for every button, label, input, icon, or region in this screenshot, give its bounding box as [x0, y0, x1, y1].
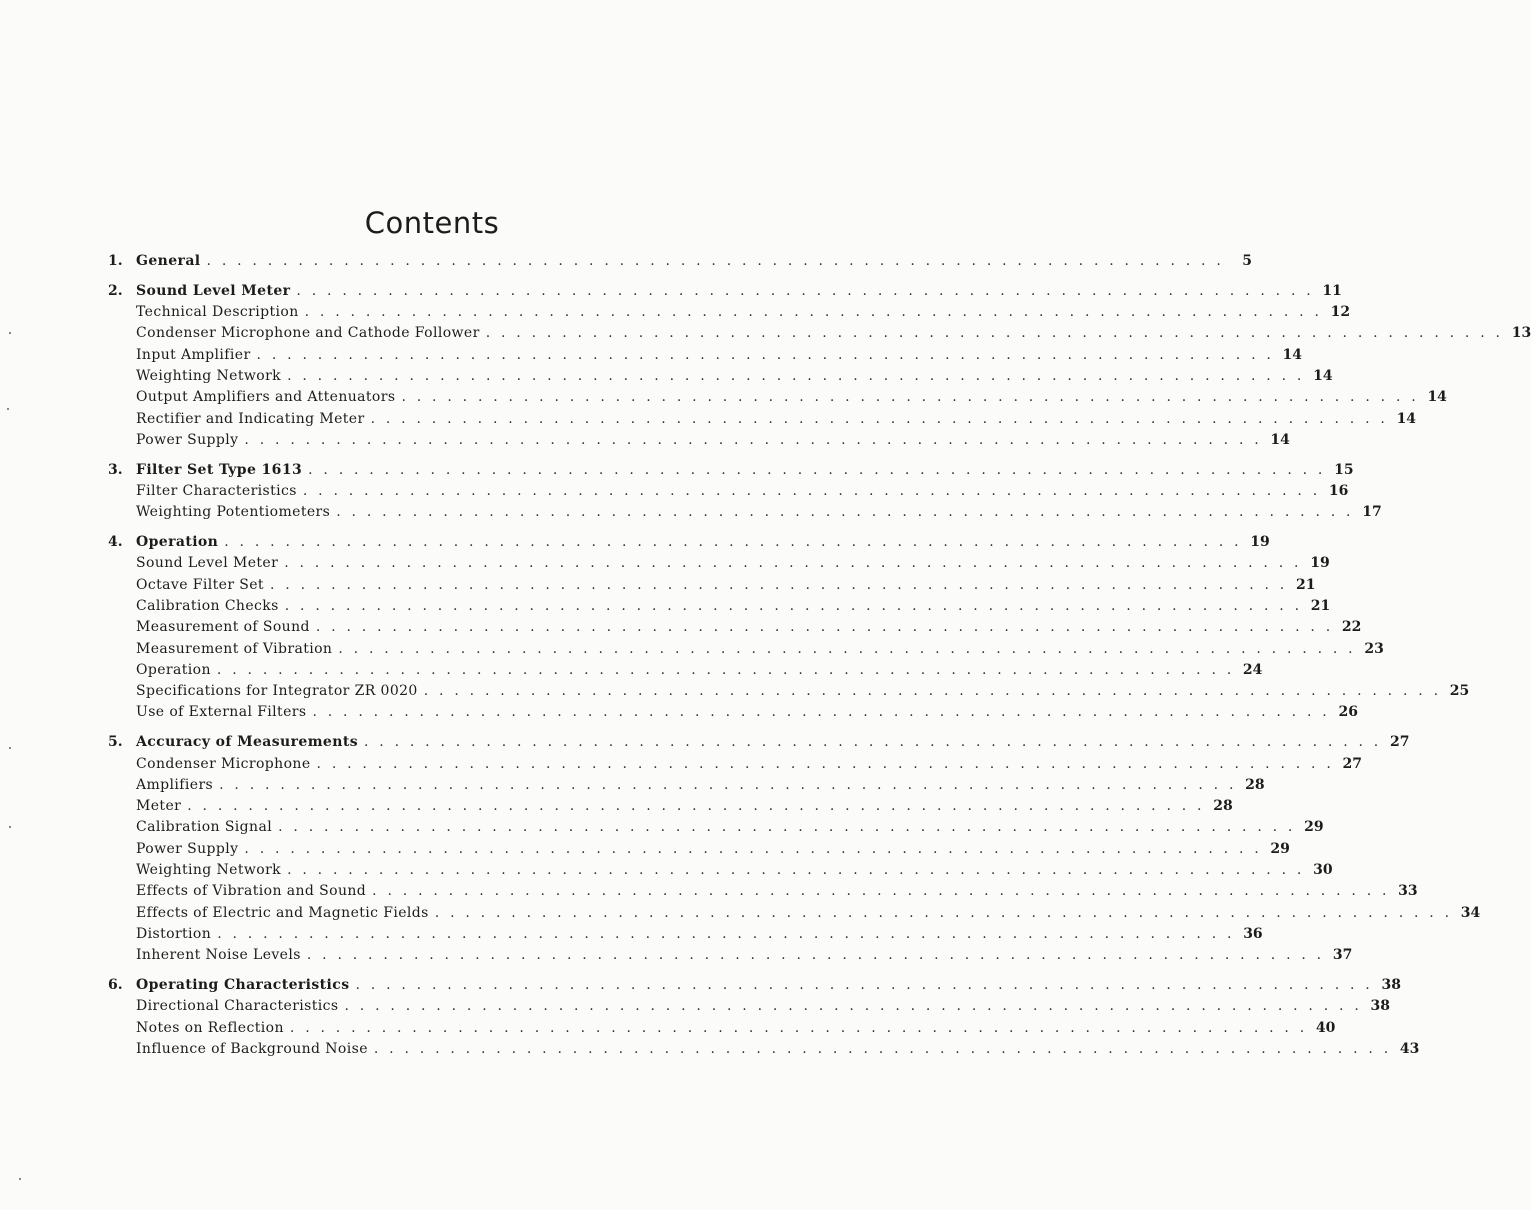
page-number: 14	[1313, 367, 1333, 384]
dot-leader: . . . . . . . . . . . . . . . . . . . . . . . . . . . . . . . . . . . . . . . . . . . . . . . . . . . . . . . . . . . . . . . . . . .	[284, 597, 1303, 614]
dot-leader: . . . . . . . . . . . . . . . . . . . . . . . . . . . . . . . . . . . . . . . . . . . . . . . . . . . . . . . . . . . . . . . . . . .	[355, 977, 1373, 993]
entry-label: Amplifiers	[136, 776, 214, 793]
toc-entry	[108, 839, 1290, 860]
entry-label: Rectifier and Indicating Meter	[136, 410, 365, 427]
entry-label: Technical Description	[136, 304, 299, 321]
table-of-contents	[108, 251, 1531, 1069]
toc-section	[108, 975, 1420, 1060]
entry-label: Measurement of Sound	[136, 619, 310, 636]
entry-label: Inherent Noise Levels	[136, 947, 301, 964]
dot-leader: . . . . . . . . . . . . . . . . . . . . . . . . . . . . . . . . . . . . . . . . . . . . . . . . . . . . . . . . . . . . . . . . . . .	[304, 304, 1323, 321]
page-number: 25	[1449, 683, 1470, 700]
entry-label: Specifications for Integrator ZR 0020	[136, 683, 418, 700]
entry-label: Operation	[136, 661, 211, 678]
toc-entry	[108, 502, 1382, 523]
section-number: 6.	[108, 977, 123, 993]
section-number: 5.	[108, 734, 123, 751]
entry-label: Power Supply	[136, 431, 239, 448]
toc-entry	[108, 409, 1417, 430]
page-number: 29	[1304, 819, 1324, 836]
scan-speck	[19, 1178, 21, 1180]
entry-label: Distortion	[136, 925, 212, 942]
toc-entry	[108, 881, 1418, 902]
dot-leader: . . . . . . . . . . . . . . . . . . . . . . . . . . . . . . . . . . . . . . . . . . . . . . . . . . . . . . . . . . . . . . . . . . .	[302, 482, 1321, 499]
entry-label: Octave Filter Set	[136, 576, 264, 593]
dot-leader: . . . . . . . . . . . . . . . . . . . . . . . . . . . . . . . . . . . . . . . . . . . . . . . . . . . . . . . . . . . . . . . . . . .	[423, 683, 1442, 700]
page-number: 23	[1364, 640, 1384, 657]
page-number: 37	[1332, 947, 1353, 964]
dot-leader: . . . . . . . . . . . . . . . . . . . . . . . . . . . . . . . . . . . . . . . . . . . . . . . . . . . . . . . . . . . . . . . . . . .	[256, 346, 1275, 363]
section-title: Operation	[136, 534, 219, 551]
toc-section-heading	[108, 460, 1354, 481]
page-number: 17	[1362, 504, 1382, 521]
dot-leader: . . . . . . . . . . . . . . . . . . . . . . . . . . . . . . . . . . . . . . . . . . . . . . . . . . . . . . . . . . . . . . . . . . .	[244, 431, 1262, 448]
toc-entry	[108, 1018, 1336, 1039]
toc-entry	[108, 996, 1390, 1017]
dot-leader: . . . . . . . . . . . . . . . . . . . . . . . . . . . . . . . . . . . . . . . . . . . . . . . . . . . . . . . . . . . . . . . . . . .	[224, 534, 1242, 551]
page-number: 15	[1334, 461, 1354, 478]
toc-section	[108, 251, 1252, 272]
dot-leader: . . . . . . . . . . . . . . . . . . . . . . . . . . . . . . . . . . . . . . . . . . . . . . . . . . . . . . . . . . . . . . . . . . .	[312, 704, 1330, 721]
page-number: 21	[1310, 597, 1331, 614]
page-number: 29	[1270, 840, 1290, 857]
toc-entry	[108, 1039, 1420, 1060]
page-number: 5	[1242, 253, 1252, 269]
toc-entry	[108, 903, 1481, 924]
toc-entry	[108, 617, 1362, 638]
page-number: 30	[1313, 862, 1333, 879]
page-number: 16	[1328, 482, 1349, 499]
dot-leader: . . . . . . . . . . . . . . . . . . . . . . . . . . . . . . . . . . . . . . . . . . . . . . . . . . . . . . . . . . . . . . . . . . .	[338, 640, 1356, 657]
toc-section	[108, 732, 1481, 966]
entry-label: Measurement of Vibration	[136, 640, 333, 657]
entry-label: Directional Characteristics	[136, 998, 339, 1015]
section-title: Accuracy of Measurements	[136, 734, 358, 751]
entry-label: Weighting Network	[136, 862, 282, 879]
dot-leader: . . . . . . . . . . . . . . . . . . . . . . . . . . . . . . . . . . . . . . . . . . . . . . . . . . . . . . . . . . . . . . . . . . .	[278, 819, 1296, 836]
page-number: 27	[1342, 755, 1363, 772]
page-number: 28	[1245, 776, 1265, 793]
entry-label: Influence of Background Noise	[136, 1040, 368, 1057]
dot-leader: . . . . . . . . . . . . . . . . . . . . . . . . . . . . . . . . . . . . . . . . . . . . . . . . . . . . . . . . . . . . . . . . . . .	[244, 840, 1262, 857]
page-number: 24	[1242, 661, 1263, 678]
page-number: 14	[1427, 389, 1447, 406]
page-number: 12	[1330, 304, 1351, 321]
dot-leader: . . . . . . . . . . . . . . . . . . . . . . . . . . . . . . . . . . . . . . . . . . . . . . . . . . . . . . . . . . . . . . . . . . .	[284, 555, 1302, 572]
dot-leader: . . . . . . . . . . . . . . . . . . . . . . . . . . . . . . . . . . . . . . . . . . . . . . . . . . . . . . . . . . . . . . . . . . .	[372, 883, 1390, 900]
dot-leader: . . . . . . . . . . . . . . . . . . . . . . . . . . . . . . . . . . . . . . . . . . . . . . . . . . . . . . . . . . . . . . . . . . .	[316, 755, 1335, 772]
section-title: Filter Set Type 1613	[136, 461, 303, 478]
page-number: 40	[1315, 1019, 1336, 1036]
toc-entry	[108, 754, 1363, 775]
scan-speck	[7, 408, 9, 410]
toc-section-heading	[108, 532, 1270, 553]
dot-leader: . . . . . . . . . . . . . . . . . . . . . . . . . . . . . . . . . . . . . . . . . . . . . . . . . . . . . . . . . . . . . . . . . . .	[287, 367, 1305, 384]
page-number: 19	[1310, 555, 1330, 572]
dot-leader: . . . . . . . . . . . . . . . . . . . . . . . . . . . . . . . . . . . . . . . . . . . . . . . . . . . . . . . . . . . . . . . . . . .	[370, 410, 1389, 427]
toc-section-heading	[108, 281, 1342, 302]
scan-speck	[9, 332, 11, 334]
scan-speck	[9, 747, 11, 749]
entry-label: Calibration Signal	[136, 819, 273, 836]
page-number: 36	[1243, 925, 1263, 942]
dot-leader: . . . . . . . . . . . . . . . . . . . . . . . . . . . . . . . . . . . . . . . . . . . . . . . . . . . . . . . . . . . . . . . . . . .	[344, 998, 1362, 1015]
entry-label: Condenser Microphone and Cathode Follower	[136, 325, 480, 342]
entry-label: Sound Level Meter	[136, 555, 279, 572]
page-number: 43	[1399, 1040, 1420, 1057]
entry-label: Power Supply	[136, 840, 239, 857]
dot-leader: . . . . . . . . . . . . . . . . . . . . . . . . . . . . . . . . . . . . . . . . . . . . . . . . . . . . . . . . . . . . . . . . . . .	[216, 661, 1235, 678]
entry-label: Effects of Vibration and Sound	[136, 883, 367, 900]
dot-leader: . . . . . . . . . . . . . . . . . . . . . . . . . . . . . . . . . . . . . . . . . . . . . . . . . . . . . . . . . . . . . . . . . . .	[287, 862, 1305, 879]
page-number: 14	[1270, 431, 1290, 448]
entry-label: Effects of Electric and Magnetic Fields	[136, 904, 429, 921]
entry-label: Output Amplifiers and Attenuators	[136, 389, 396, 406]
entry-label: Notes on Reflection	[136, 1019, 284, 1036]
toc-entry	[108, 702, 1358, 723]
dot-leader: . . . . . . . . . . . . . . . . . . . . . . . . . . . . . . . . . . . . . . . . . . . . . . . . . . . . . . . . . . . . . . . . . . .	[308, 461, 1326, 478]
dot-leader: . . . . . . . . . . . . . . . . . . . . . . . . . . . . . . . . . . . . . . . . . . . . . . . . . . . . . . . . . . . . . . . . . . .	[206, 253, 1224, 269]
entry-label: Weighting Network	[136, 367, 282, 384]
toc-entry	[108, 796, 1233, 817]
toc-entry	[108, 596, 1331, 617]
dot-leader: . . . . . . . . . . . . . . . . . . . . . . . . . . . . . . . . . . . . . . . . . . . . . . . . . . . . . . . . . . . . . . . . . . .	[187, 798, 1205, 815]
page-title: Contents	[364, 206, 500, 240]
section-number: 1.	[108, 253, 123, 269]
section-title: Operating Characteristics	[136, 977, 350, 993]
toc-entry	[108, 345, 1303, 366]
dot-leader: . . . . . . . . . . . . . . . . . . . . . . . . . . . . . . . . . . . . . . . . . . . . . . . . . . . . . . . . . . . . . . . . . . .	[296, 282, 1314, 299]
entry-label: Meter	[136, 798, 182, 815]
toc-entry	[108, 924, 1263, 945]
page-number: 11	[1322, 282, 1342, 299]
entry-label: Condenser Microphone	[136, 755, 311, 772]
toc-section	[108, 460, 1382, 524]
dot-leader: . . . . . . . . . . . . . . . . . . . . . . . . . . . . . . . . . . . . . . . . . . . . . . . . . . . . . . . . . . . . . . . . . . .	[373, 1040, 1392, 1057]
entry-label: Calibration Checks	[136, 597, 279, 614]
toc-section-heading	[108, 732, 1410, 753]
toc-entry	[108, 660, 1263, 681]
page-number: 26	[1338, 704, 1358, 721]
toc-entry	[108, 860, 1333, 881]
section-title: General	[136, 253, 201, 269]
page-number: 28	[1213, 798, 1233, 815]
toc-entry	[108, 817, 1324, 838]
toc-entry	[108, 575, 1316, 596]
toc-entry	[108, 945, 1353, 966]
toc-section-heading	[108, 251, 1252, 272]
toc-entry	[108, 639, 1384, 660]
toc-entry	[108, 775, 1265, 796]
page-number: 34	[1460, 904, 1481, 921]
dot-leader: . . . . . . . . . . . . . . . . . . . . . . . . . . . . . . . . . . . . . . . . . . . . . . . . . . . . . . . . . . . . . . . . . . .	[336, 504, 1354, 521]
toc-entry	[108, 323, 1531, 344]
section-number: 2.	[108, 282, 123, 299]
page-number: 27	[1389, 734, 1410, 751]
page-number: 14	[1282, 346, 1303, 363]
entry-label: Weighting Potentiometers	[136, 504, 331, 521]
page-number: 33	[1398, 883, 1418, 900]
dot-leader: . . . . . . . . . . . . . . . . . . . . . . . . . . . . . . . . . . . . . . . . . . . . . . . . . . . . . . . . . . . . . . . . . . .	[306, 947, 1325, 964]
toc-section-heading	[108, 975, 1401, 996]
dot-leader: . . . . . . . . . . . . . . . . . . . . . . . . . . . . . . . . . . . . . . . . . . . . . . . . . . . . . . . . . . . . . . . . . . .	[289, 1019, 1308, 1036]
section-number: 4.	[108, 534, 123, 551]
toc-entry	[108, 366, 1333, 387]
dot-leader: . . . . . . . . . . . . . . . . . . . . . . . . . . . . . . . . . . . . . . . . . . . . . . . . . . . . . . . . . . . . . . . . . . .	[401, 389, 1419, 406]
dot-leader: . . . . . . . . . . . . . . . . . . . . . . . . . . . . . . . . . . . . . . . . . . . . . . . . . . . . . . . . . . . . . . . . . . .	[363, 734, 1382, 751]
dot-leader: . . . . . . . . . . . . . . . . . . . . . . . . . . . . . . . . . . . . . . . . . . . . . . . . . . . . . . . . . . . . . . . . . . .	[219, 776, 1237, 793]
scan-speck	[9, 826, 11, 828]
toc-entry	[108, 481, 1349, 502]
section-number: 3.	[108, 461, 123, 478]
toc-section	[108, 532, 1470, 724]
toc-entry	[108, 553, 1330, 574]
page-number: 14	[1396, 410, 1417, 427]
page-number: 38	[1381, 977, 1401, 993]
toc-entry	[108, 430, 1290, 451]
toc-section	[108, 281, 1531, 451]
page-number: 38	[1370, 998, 1390, 1015]
page-number: 19	[1250, 534, 1270, 551]
dot-leader: . . . . . . . . . . . . . . . . . . . . . . . . . . . . . . . . . . . . . . . . . . . . . . . . . . . . . . . . . . . . . . . . . . .	[315, 619, 1334, 636]
toc-entry	[108, 302, 1351, 323]
page-number: 13	[1511, 325, 1531, 342]
entry-label: Filter Characteristics	[136, 482, 297, 499]
toc-entry	[108, 681, 1470, 702]
page-number: 21	[1295, 576, 1316, 593]
toc-entry	[108, 387, 1447, 408]
dot-leader: . . . . . . . . . . . . . . . . . . . . . . . . . . . . . . . . . . . . . . . . . . . . . . . . . . . . . . . . . . . . . . . . . . .	[485, 325, 1504, 342]
dot-leader: . . . . . . . . . . . . . . . . . . . . . . . . . . . . . . . . . . . . . . . . . . . . . . . . . . . . . . . . . . . . . . . . . . .	[217, 925, 1235, 942]
dot-leader: . . . . . . . . . . . . . . . . . . . . . . . . . . . . . . . . . . . . . . . . . . . . . . . . . . . . . . . . . . . . . . . . . . .	[269, 576, 1288, 593]
dot-leader: . . . . . . . . . . . . . . . . . . . . . . . . . . . . . . . . . . . . . . . . . . . . . . . . . . . . . . . . . . . . . . . . . . .	[434, 904, 1453, 921]
entry-label: Input Amplifier	[136, 346, 251, 363]
entry-label: Use of External Filters	[136, 704, 307, 721]
page-number: 22	[1341, 619, 1362, 636]
section-title: Sound Level Meter	[136, 282, 291, 299]
